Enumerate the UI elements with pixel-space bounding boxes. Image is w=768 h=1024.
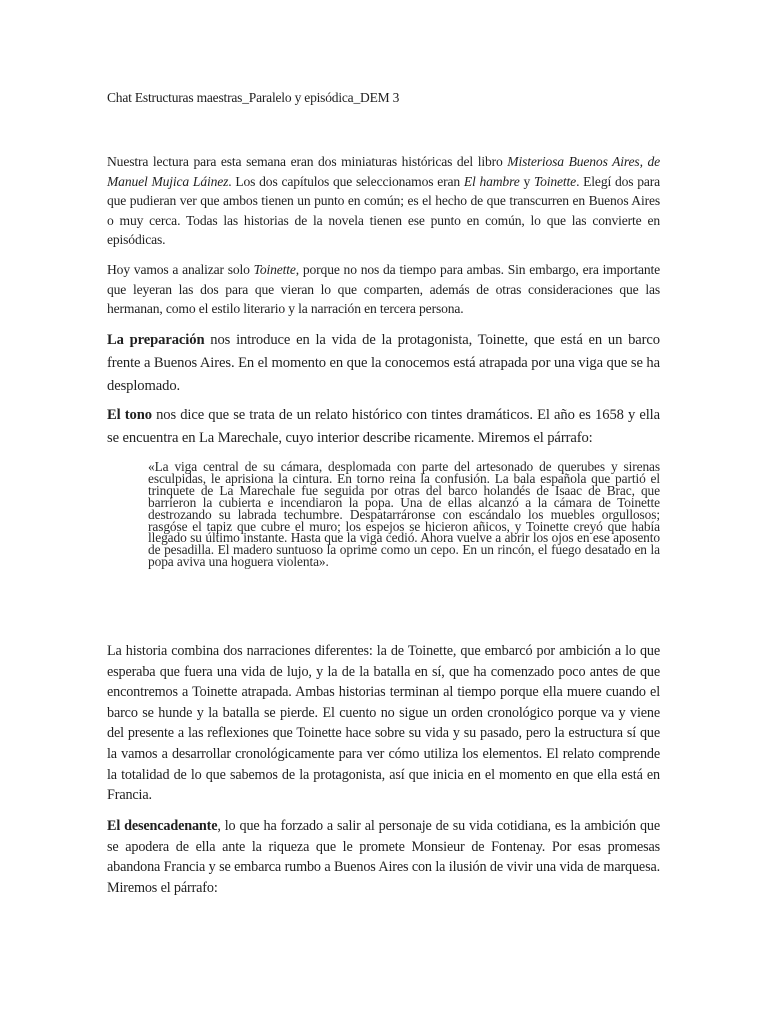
preparacion-text: nos introduce en la vida de la protagonista, Toinette, que está en un barco frente a Buenos Aires. En el momento en que la conocemos está atrapada por una viga que se ha desplomado. [107, 332, 660, 395]
paragraph-tono [107, 404, 660, 450]
scope-text-2: , porque no nos da tiempo para ambas. Sin embargo, era importante que leyeran las dos para que vieran lo que comparten, además de otras consideraciones que las hermanan, como el estilo literario y la narración en tercera persona. [107, 262, 660, 317]
heading-tono: El tono [107, 407, 152, 423]
tono-text: nos dice que se trata de un relato histórico con tintes dramáticos. El año es 1658 y ella se encuentra en La Marechale, cuyo interior describe ricamente. Miremos el párrafo: [107, 407, 661, 447]
desencadenante-text: , lo que ha forzado a salir al personaje de su vida cotidiana, es la ambición que se apodera de ella ante la riqueza que le promete Monsieur de Fontenay. Por esas promesas abandona Francia y se embarca rumbo a Buenos Aires con la ilusión de vivir una vida de marquesa. Miremos el párrafo: [107, 818, 660, 896]
scope-text-1: Hoy vamos a analizar solo [107, 262, 254, 277]
document-title: Chat Estructuras maestras_Paralelo y episódica_DEM 3 [107, 90, 400, 105]
intro-text-4: . Elegí dos para que pudieran ver que ambos tienen un punto en común; es el hecho de que transcurren en Buenos Aires o muy cerca. Todas las historias de la novela tienen ese punto en común, lo que las convierte en episódicas. [107, 173, 661, 248]
chapter-title-toinette: Toinette [533, 173, 577, 189]
chapter-title-el-hambre: El hambre [463, 173, 520, 189]
paragraph-intro [107, 152, 660, 250]
intro-text-1: Nuestra lectura para esta semana eran dos miniaturas históricas del libro [107, 154, 508, 169]
intro-text-2: . Los dos capítulos que seleccionamos eran [228, 173, 464, 189]
block-quote: «La viga central de su cámara, desplomada con parte del artesonado de querubes y sirenas esculpidas, le aprisiona la cintura. En torno reina la confusión. La bala española que partió el trinquete de La Marechale fue seguida por otras del barco holandés de Isaac de Brac, que barrieron la cubierta e incendiaron la popa. Una de ellas alcanzó a la cámara de Toinette destrozando su labrada techumbre. Despatarráronse con escándalo los muebles orgullosos; rasgóse el tapiz que cubre el muro; los espejos se hicieron añicos, y Toinette creyó que había llegado su último instante. Hasta que la viga cedió. Ahora vuelve a abrir los ojos en ese aposento de pesadilla. El madero suntuoso la oprime como un cepo. En un rincón, el fuego desatado en la popa aviva una hoguera violenta». [148, 459, 660, 570]
paragraph-desencadenante [107, 816, 660, 898]
heading-desencadenante: El desencadenante [107, 818, 218, 834]
paragraph-analysis-scope [107, 260, 660, 319]
chapter-title-toinette-2: Toinette [253, 262, 296, 277]
intro-text-3: y [519, 173, 534, 189]
heading-preparacion: La preparación [107, 332, 205, 348]
book-title: Misteriosa Buenos Aires, de Manuel Mujica Láinez [107, 154, 660, 189]
paragraph-preparacion [107, 329, 660, 399]
paragraph-historia: La historia combina dos narraciones diferentes: la de Toinette, que embarcó por ambición a lo que esperaba que fuera una vida de lujo, y la de la batalla en sí, que ha comenzado poco antes de que encontremos a Toinette atrapada. Ambas historias terminan al tiempo porque ella muere cuando el barco se hunde y la batalla se pierde. El cuento no sigue un orden cronológico porque va y viene del presente a las reflexiones que Toinette hace sobre su vida y su pasado, pero la estructura sí que la vamos a desarrollar cronológicamente para ver cómo utiliza los elementos. El relato comprende la totalidad de lo que sabemos de la protagonista, así que inicia en el momento en que ella está en Francia. [107, 643, 660, 804]
